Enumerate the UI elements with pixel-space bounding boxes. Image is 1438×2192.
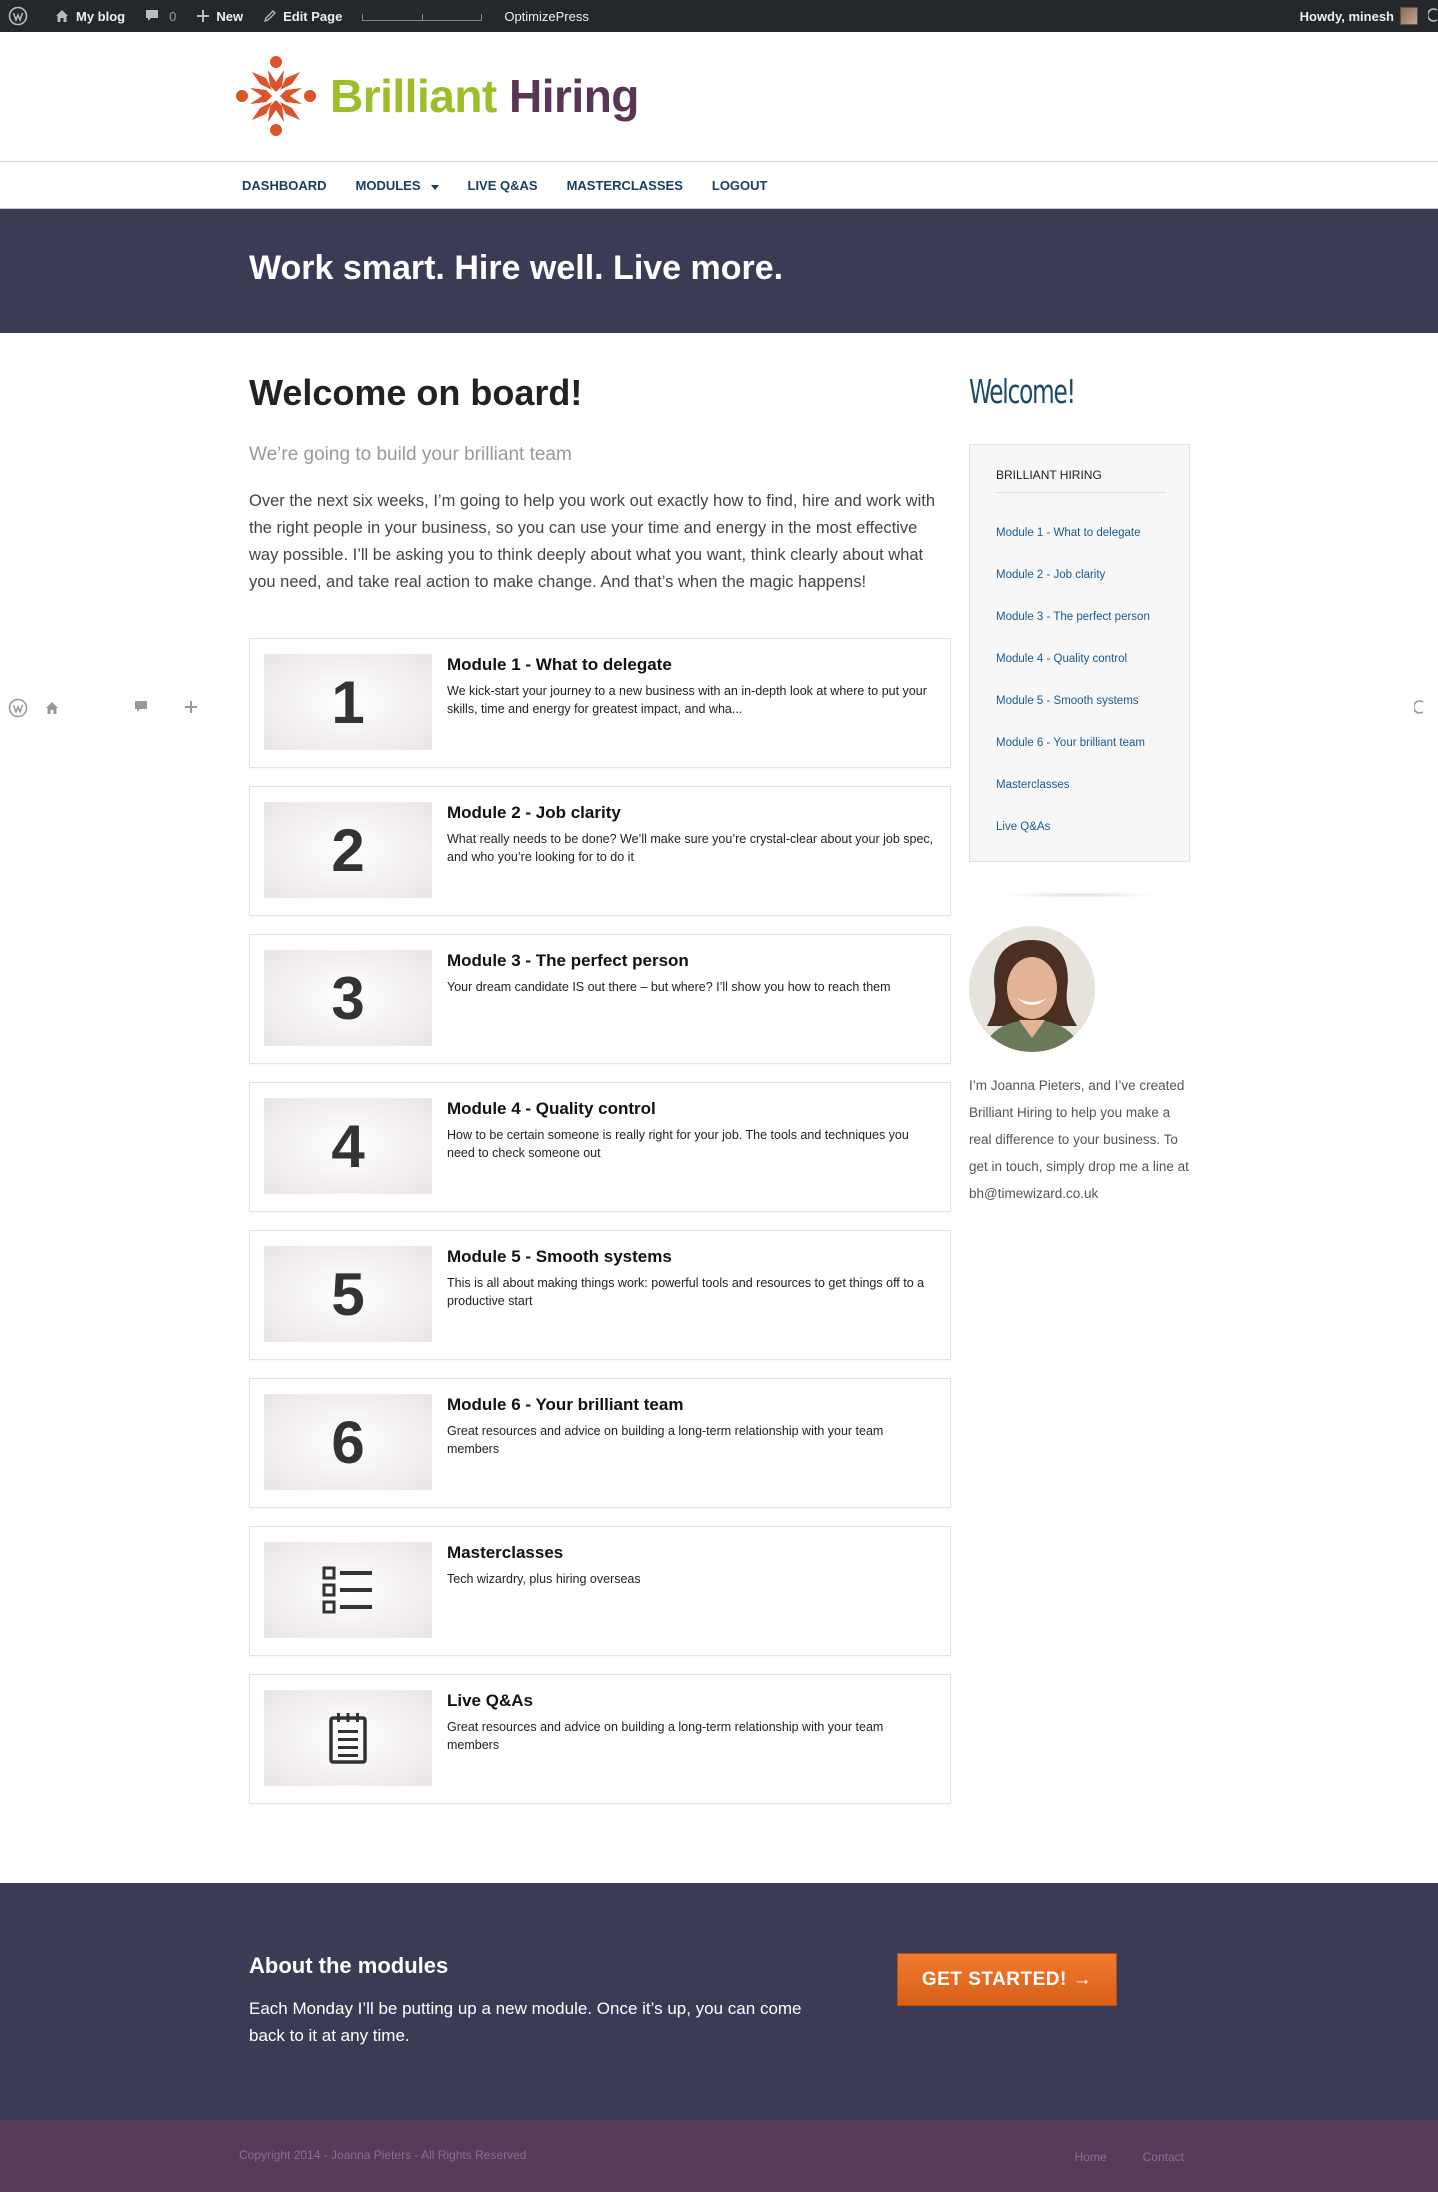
- module-card-4[interactable]: [249, 1082, 951, 1212]
- hero-title: Work smart. Hire well. Live more.: [249, 249, 784, 287]
- site-logo[interactable]: [232, 52, 639, 140]
- optimizepress-link[interactable]: OptimizePress: [504, 8, 589, 24]
- my-blog-link[interactable]: [54, 8, 125, 24]
- search-icon[interactable]: [1428, 8, 1438, 22]
- page-title: Welcome on board!: [249, 372, 583, 413]
- footer-link-contact[interactable]: Contact: [1142, 2150, 1184, 2164]
- module-card-5[interactable]: [249, 1230, 951, 1360]
- module-description: We kick-start your journey to a new business with an in-depth look at where to put your skills, time and energy for greatest impact, and wha...: [447, 684, 927, 716]
- sidebar-title: Welcome!: [969, 372, 1075, 411]
- module-description: What really needs to be done? We’ll make sure you’re crystal-clear about your job spec, and who you’re looking for to do it: [447, 832, 934, 864]
- nav-dashboard[interactable]: [242, 178, 327, 193]
- footer-link-home[interactable]: Home: [1074, 2150, 1107, 2164]
- comment-icon: [145, 9, 159, 23]
- module-number: 1: [331, 668, 365, 736]
- plus-icon: [196, 9, 210, 23]
- admin-bar: [0, 0, 1438, 32]
- sidebar-link-module-4[interactable]: Module 4 - Quality control: [996, 653, 1128, 665]
- howdy-label: Howdy, minesh: [1299, 8, 1394, 24]
- logo-word-hiring: Hiring: [509, 70, 639, 122]
- module-number: 3: [331, 964, 365, 1032]
- chevron-down-icon: [431, 185, 439, 190]
- module-number: 6: [331, 1408, 365, 1476]
- module-thumb[interactable]: [264, 1394, 432, 1490]
- get-started-button[interactable]: GET STARTED! →: [897, 1953, 1117, 2006]
- nav-modules[interactable]: [356, 178, 439, 193]
- footer-cta-section: [0, 1883, 1438, 2120]
- new-link[interactable]: [196, 9, 243, 24]
- author-photo: [969, 926, 1095, 1052]
- bottom-bar: [0, 2120, 1438, 2192]
- home-icon[interactable]: [44, 700, 60, 716]
- logo-text: [330, 69, 639, 123]
- main-navigation: [0, 162, 1438, 209]
- brilliant-hiring-logo-icon: [232, 52, 320, 140]
- module-thumb[interactable]: [264, 1542, 432, 1638]
- sidebar-menu-heading: BRILLIANT HIRING: [996, 468, 1166, 493]
- sidebar-link-live-qas[interactable]: Live Q&As: [996, 821, 1051, 833]
- module-card-2[interactable]: [249, 786, 951, 916]
- module-card-6[interactable]: [249, 1378, 951, 1508]
- module-number: 5: [331, 1260, 365, 1328]
- clipboard-icon: [328, 1712, 368, 1764]
- nav-logout[interactable]: [712, 178, 768, 193]
- author-bio: I’m Joanna Pieters, and I’ve created Brilliant Hiring to help you make a real difference to your business. To get in touch, simply drop me a line at bh@timewizard.co.uk: [969, 1078, 1189, 1201]
- user-avatar: [1400, 7, 1418, 25]
- sidebar-menu-box: [969, 444, 1190, 862]
- sidebar-link-module-1[interactable]: Module 1 - What to delegate: [996, 527, 1141, 539]
- search-icon[interactable]: [1414, 700, 1424, 714]
- comments-link[interactable]: [145, 9, 176, 24]
- my-blog-label: My blog: [76, 8, 126, 24]
- sidebar-link-module-2[interactable]: Module 2 - Job clarity: [996, 569, 1106, 581]
- sidebar-link-module-6[interactable]: Module 6 - Your brilliant team: [996, 737, 1145, 749]
- module-description: Great resources and advice on building a long-term relationship with your team members: [447, 1424, 884, 1456]
- module-thumb[interactable]: [264, 1246, 432, 1342]
- plus-icon[interactable]: [184, 700, 198, 714]
- masterclasses-card[interactable]: [249, 1526, 951, 1656]
- sidebar-link-masterclasses[interactable]: Masterclasses: [996, 779, 1070, 791]
- module-title[interactable]: Module 1 - What to delegate: [447, 655, 672, 674]
- list-icon: [322, 1564, 374, 1616]
- footer-links: [1039, 2150, 1184, 2164]
- module-thumb[interactable]: [264, 950, 432, 1046]
- module-card-1[interactable]: [249, 638, 951, 768]
- module-number: 4: [331, 1112, 365, 1180]
- admin-slider[interactable]: [362, 11, 482, 21]
- module-description: Your dream candidate IS out there – but where? I’ll show you how to reach them: [447, 980, 891, 994]
- module-title[interactable]: Module 5 - Smooth systems: [447, 1247, 672, 1266]
- footer-text: Each Monday I’ll be putting up a new module. Once it’s up, you can come back to it at any time.: [249, 1999, 802, 2045]
- home-icon: [54, 8, 70, 24]
- module-description: Great resources and advice on building a long-term relationship with your team members: [447, 1720, 884, 1752]
- user-menu[interactable]: [1300, 0, 1418, 32]
- sidebar-link-module-5[interactable]: Module 5 - Smooth systems: [996, 695, 1139, 707]
- module-title[interactable]: Module 2 - Job clarity: [447, 803, 621, 822]
- wordpress-icon[interactable]: [8, 698, 28, 718]
- nav-masterclasses-label: MASTERCLASSES: [566, 178, 683, 193]
- main-content: [249, 372, 951, 596]
- module-thumb[interactable]: [264, 802, 432, 898]
- footer-title: About the modules: [249, 1953, 449, 1978]
- nav-logout-label: LOGOUT: [711, 178, 768, 193]
- module-thumb[interactable]: [264, 1098, 432, 1194]
- module-card-3[interactable]: [249, 934, 951, 1064]
- module-title[interactable]: Module 6 - Your brilliant team: [447, 1395, 684, 1414]
- logo-word-brilliant: Brilliant: [330, 70, 497, 122]
- nav-live-qas[interactable]: [468, 178, 538, 193]
- comment-count: 0: [169, 8, 177, 24]
- page-subtitle: We’re going to build your brilliant team: [249, 444, 572, 465]
- module-list: [249, 638, 951, 1822]
- intro-paragraph: Over the next six weeks, I’m going to help you work out exactly how to find, hire and work with the right people in your business, so you can use your time and energy in the most effective way possible. I’ll be asking you to think deeply about what you want, think clearly about what you need, and take real action to make change. And that’s when the magic happens!: [249, 492, 935, 591]
- module-title[interactable]: Module 4 - Quality control: [447, 1099, 656, 1118]
- module-description: How to be certain someone is really right for your job. The tools and techniques you need to check someone out: [447, 1128, 909, 1160]
- module-title[interactable]: Masterclasses: [447, 1543, 564, 1562]
- wordpress-logo-icon[interactable]: [8, 6, 34, 26]
- hero-banner: [0, 209, 1438, 333]
- module-thumb[interactable]: [264, 654, 432, 750]
- new-label: New: [216, 8, 244, 24]
- edit-page-link[interactable]: [263, 9, 342, 24]
- module-title[interactable]: Live Q&As: [447, 1691, 533, 1710]
- pencil-icon: [263, 9, 277, 23]
- comment-icon[interactable]: [134, 700, 148, 714]
- module-description: This is all about making things work: powerful tools and resources to get things off to a productive start: [447, 1276, 925, 1308]
- live-qas-card[interactable]: [249, 1674, 951, 1804]
- sidebar-divider: [999, 892, 1159, 898]
- sidebar-link-module-3[interactable]: Module 3 - The perfect person: [996, 611, 1150, 623]
- nav-live-qas-label: LIVE Q&AS: [467, 178, 538, 193]
- nav-masterclasses[interactable]: [567, 178, 683, 193]
- nav-dashboard-label: DASHBOARD: [242, 178, 327, 193]
- site-header: [0, 32, 1438, 162]
- module-title[interactable]: Module 3 - The perfect person: [447, 951, 689, 970]
- module-thumb[interactable]: [264, 1690, 432, 1786]
- nav-modules-label: MODULES: [355, 178, 421, 193]
- module-description: Tech wizardry, plus hiring overseas: [447, 1572, 641, 1586]
- sidebar: [969, 372, 1190, 1201]
- edit-page-label: Edit Page: [283, 8, 343, 24]
- module-number: 2: [331, 816, 365, 884]
- copyright-text: Copyright 2014 - Joanna Pieters - All Rights Reserved: [239, 2148, 527, 2162]
